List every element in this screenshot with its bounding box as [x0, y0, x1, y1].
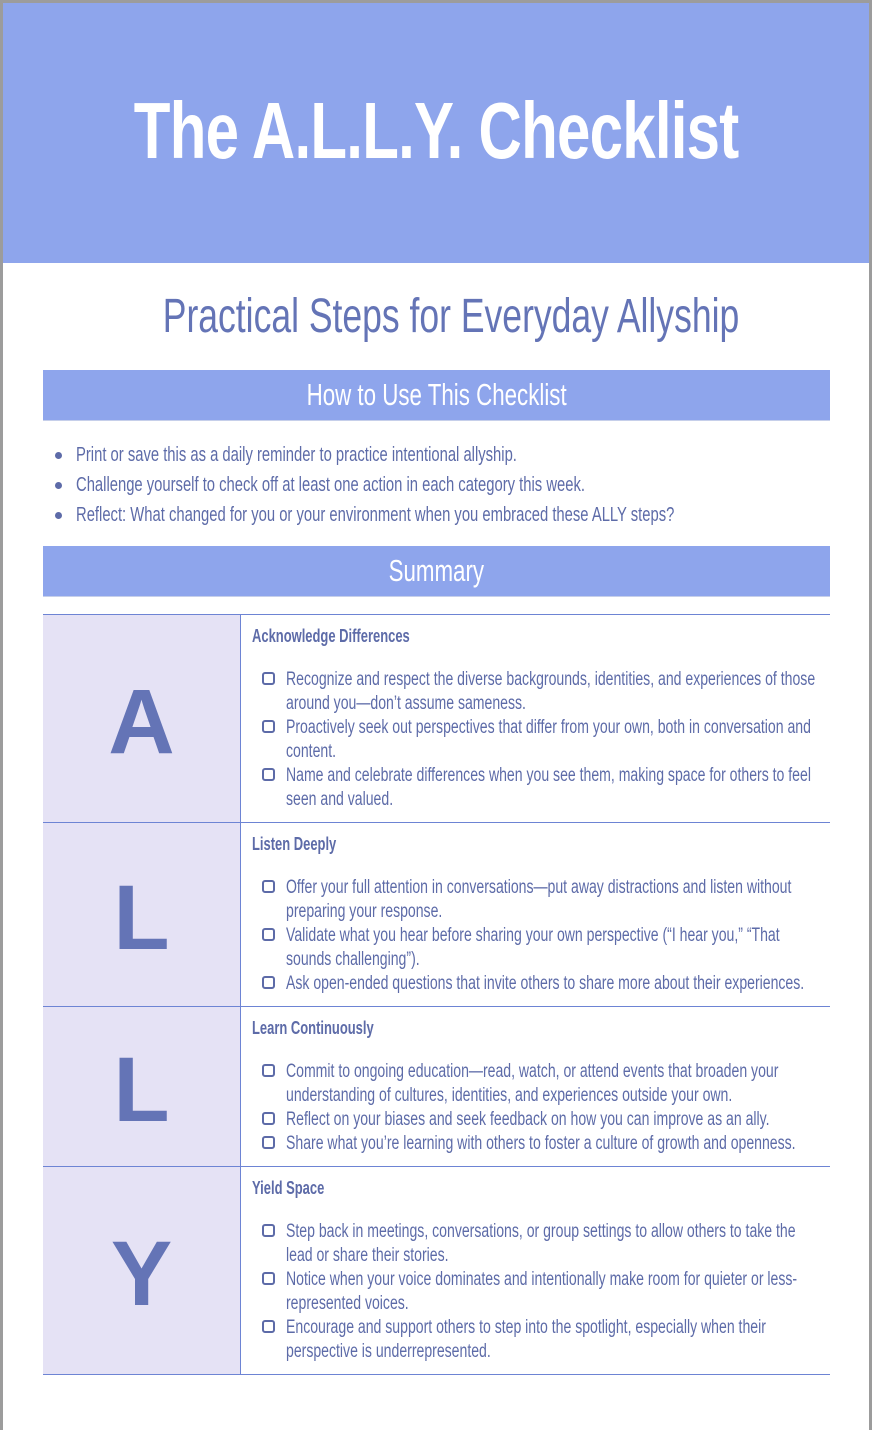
action-item: Encourage and support others to step into the spotlight, especially when their perspective is underrepresented. [252, 1316, 869, 1364]
action-list [252, 668, 869, 812]
page-subtitle: Practical Steps for Everyday Allyship [162, 290, 740, 343]
row-content [241, 615, 869, 822]
letter-cell [43, 823, 241, 1006]
row-letter: L [113, 867, 170, 969]
action-item: Proactively seek out perspectives that differ from your own, both in conversation and content. [252, 716, 869, 764]
how-to-heading-bar [43, 370, 830, 421]
title-banner [3, 3, 869, 263]
row-letter: L [113, 1039, 170, 1141]
action-item: Commit to ongoing education—read, watch, or attend events that broaden your understanding of cultures, identities, and experiences outside your own. [252, 1060, 869, 1108]
checkbox-icon[interactable] [262, 672, 275, 685]
action-item: Share what you’re learning with others to foster a culture of growth and openness. [252, 1132, 869, 1156]
action-item: Validate what you hear before sharing your own perspective (“I hear you,” “That sounds challenging”). [252, 924, 869, 972]
row-content [241, 1167, 869, 1374]
category-title: Learn Continuously [252, 1018, 374, 1038]
action-list [252, 876, 869, 996]
checkbox-icon[interactable] [262, 1272, 275, 1285]
action-item: Step back in meetings, conversations, or group settings to allow others to take the lead or share their stories. [252, 1220, 869, 1268]
ally-row-a [43, 615, 830, 823]
action-item: Recognize and respect the diverse backgrounds, identities, and experiences of those around you—don’t assume sameness. [252, 668, 869, 716]
action-item: Name and celebrate differences when you see them, making space for others to feel seen and valued. [252, 764, 869, 812]
summary-heading: Summary [388, 553, 485, 588]
checkbox-icon[interactable] [262, 976, 275, 989]
bullet-icon [55, 452, 62, 459]
letter-cell [43, 1007, 241, 1166]
checkbox-icon[interactable] [262, 1112, 275, 1125]
row-letter: Y [110, 1223, 173, 1325]
action-item: Notice when your voice dominates and intentionally make room for quieter or less-represented voices. [252, 1268, 869, 1316]
checkbox-icon[interactable] [262, 1224, 275, 1237]
category-title: Listen Deeply [252, 834, 337, 854]
bullet-icon [55, 482, 62, 489]
checkbox-icon[interactable] [262, 1136, 275, 1149]
checklist-page: The A.L.L.Y. Checklist Practical Steps for Everyday Allyship How to Use This Checklist Print or save this as a daily reminder to practice intentional allyship. Challenge yourself to check off at least one action in each category this week. Reflect: What changed for you or your environment when you embraced these ALLY steps? Summary A Acknowledge Differences Recognize and respect the diverse backgrounds, identities, and experiences of those around you—don’t assume sameness. Proactively seek out perspectives that differ from your own, both in conversation and content. Name and celebrate differences when you see them, making space for others to feel seen and valued. L Listen Deeply Offer your full attention in conversations—put away distractions and listen without preparing your response. Validate what you hear before sharing your own perspective (“I hear you,” “That sounds challenging”). Ask open-ended questions that invite others to share more about their experiences. L Learn Continuously Commit to ongoing education—read, watch, or attend events that broaden your understanding of cultures, identities, and experiences outside your own. Reflect on your biases and seek feedback on how you can improve as an ally. Share what you’re learning with others to foster a culture of growth and openness. Y Yield Space Step back in meetings, conversations, or group settings to allow others to take the lead or share their stories. Notice when your voice dominates and intentionally make room for quieter or less-represented voices. Encourage and support others to step into the spotlight, especially when their perspective is underrepresented. [3, 3, 869, 1430]
action-item: Ask open-ended questions that invite others to share more about their experiences. [252, 972, 869, 996]
checkbox-icon[interactable] [262, 1064, 275, 1077]
how-to-heading: How to Use This Checklist [306, 377, 567, 412]
ally-table [43, 614, 830, 1375]
action-item: Reflect on your biases and seek feedback on how you can improve as an ally. [252, 1108, 869, 1132]
letter-cell [43, 615, 241, 822]
checkbox-icon[interactable] [262, 1320, 275, 1333]
row-content [241, 823, 869, 1006]
checkbox-icon[interactable] [262, 768, 275, 781]
ally-row-l-listen [43, 823, 830, 1007]
summary-heading-bar [43, 546, 830, 597]
checkbox-icon[interactable] [262, 720, 275, 733]
letter-cell [43, 1167, 241, 1374]
page-title: The A.L.L.Y. Checklist [133, 86, 739, 175]
action-list [252, 1220, 869, 1364]
category-title: Acknowledge Differences [252, 626, 410, 646]
ally-row-l-learn [43, 1007, 830, 1167]
action-list [252, 1060, 869, 1156]
row-letter: A [108, 671, 175, 773]
ally-row-y [43, 1167, 830, 1375]
action-item: Offer your full attention in conversations—put away distractions and listen without preparing your response. [252, 876, 869, 924]
checkbox-icon[interactable] [262, 928, 275, 941]
row-content [241, 1007, 869, 1166]
checkbox-icon[interactable] [262, 880, 275, 893]
category-title: Yield Space [252, 1178, 325, 1198]
bullet-icon [55, 512, 62, 519]
